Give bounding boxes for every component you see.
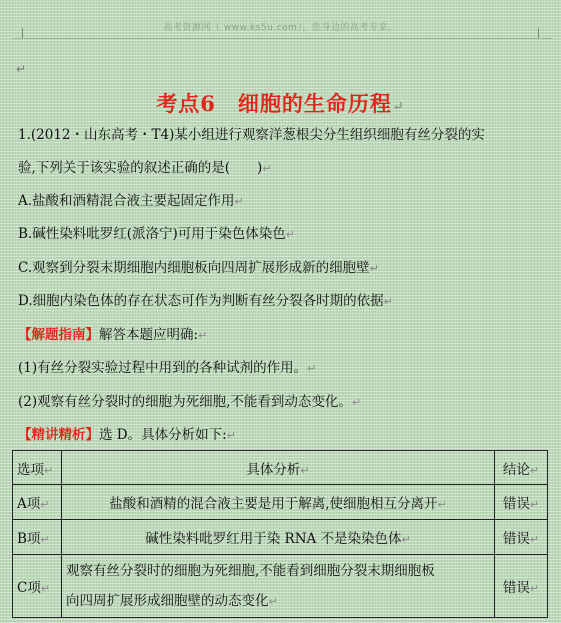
table-header-row — [13, 451, 548, 485]
page-title — [0, 88, 561, 118]
table-header-cell: 结论↵ — [495, 451, 548, 485]
paragraph-mark-icon: ↵ — [391, 99, 405, 115]
table-cell-analysis: 盐酸和酒精的混合液主要是用于解离,使细胞相互分离开↵ — [62, 485, 495, 520]
analysis-table — [12, 450, 548, 618]
paragraph-mark-icon: ↵ — [369, 262, 379, 275]
guide-point-2: (2)观察有丝分裂时的细胞为死细胞,不能看到动态变化。↵ — [18, 394, 362, 410]
table-cell-analysis: 碱性染料吡罗红用于染 RNA 不是染染色体↵ — [62, 520, 495, 555]
table-row — [13, 555, 548, 618]
table-row — [13, 485, 548, 520]
paragraph-mark-icon: ↵ — [383, 295, 393, 308]
table-cell-conclusion: 错误↵ — [495, 555, 548, 618]
paragraph-mark-icon: ↵ — [262, 162, 272, 175]
paragraph-mark-icon: ↵ — [198, 329, 208, 342]
table-row — [13, 520, 548, 555]
paragraph-mark-icon: ↵ — [16, 62, 27, 76]
guide-heading — [18, 325, 207, 346]
paragraph-mark-icon: ↵ — [307, 362, 317, 375]
table-cell-conclusion: 错误↵ — [495, 485, 548, 520]
table-cell-option: B项↵ — [13, 520, 62, 555]
title-text: 考点6 细胞的生命历程 — [156, 91, 392, 116]
option-d: D.细胞内染色体的存在状态可作为判断有丝分裂各时期的依据↵ — [18, 293, 393, 309]
paragraph-mark-icon: ↵ — [285, 228, 295, 241]
table-cell-conclusion: 错误↵ — [495, 520, 548, 555]
table-cell-analysis: 观察有丝分裂时的细胞为死细胞,不能看到细胞分裂末期细胞板 向四周扩展形成细胞壁的动态变化↵ — [62, 555, 495, 618]
table-header-cell: 具体分析↵ — [62, 451, 495, 485]
table-header-cell: 选项↵ — [13, 451, 62, 485]
option-b: B.碱性染料吡罗红(派洛宁)可用于染色体染色↵ — [18, 226, 295, 242]
paragraph-mark-icon: ↵ — [234, 195, 244, 208]
guide-tag: 【解题指南】 — [18, 327, 99, 343]
guide-point-1: (1)有丝分裂实验过程中用到的各种试剂的作用。↵ — [18, 360, 317, 376]
analysis-heading — [18, 425, 236, 446]
option-c: C.观察到分裂末期细胞内细胞板向四周扩展形成新的细胞壁↵ — [18, 260, 379, 276]
table-cell-option: C项↵ — [13, 555, 62, 618]
header-rule — [12, 38, 552, 39]
question-line-1: 1.(2012・山东高考・T4)某小组进行观察洋葱根尖分生组织细胞有丝分裂的实 — [18, 127, 485, 143]
header-site-text: 高考资源网（ www.ks5u.com），您身边的高考专家。 — [163, 23, 398, 33]
page-header — [0, 0, 561, 40]
question-line-2: 验,下列关于该实验的叙述正确的是( )↵ — [18, 160, 272, 176]
paragraph-mark-icon: ↵ — [351, 396, 362, 409]
guide-text: 解答本题应明确: — [99, 327, 199, 343]
table-cell-option: A项↵ — [13, 485, 62, 520]
analysis-text: 选 D。具体分析如下: — [99, 427, 227, 443]
paragraph-mark-icon: ↵ — [226, 429, 236, 442]
analysis-tag: 【精讲精析】 — [18, 427, 99, 443]
option-a: A.盐酸和酒精混合液主要起固定作用↵ — [18, 193, 244, 209]
